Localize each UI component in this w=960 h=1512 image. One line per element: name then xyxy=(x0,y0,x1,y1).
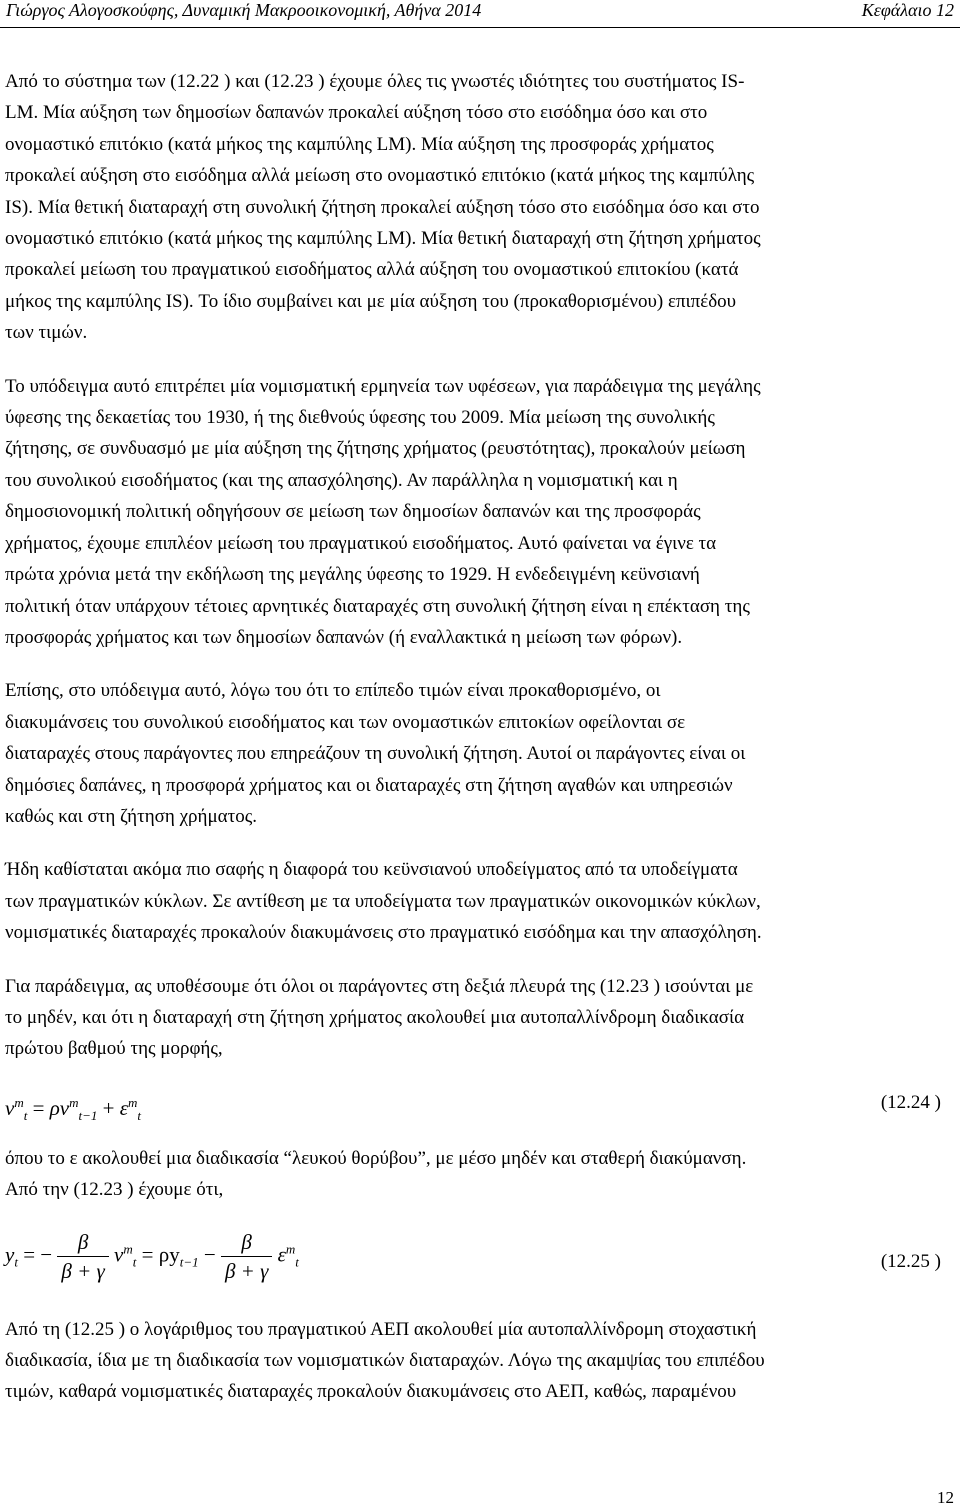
text-line: νομισματικές διαταραχές προκαλούν διακυμάνσεις στο πραγματικό εισόδημα και την απασχόληση. xyxy=(5,922,762,944)
fraction: $\frac{\beta}{\beta + \gamma}$ xyxy=(57,1228,108,1285)
text-line: διαταραχές στους παράγοντες που επηρεάζουν τη συνολική ζήτηση. Αυτοί οι παράγοντες είναι οι xyxy=(5,743,746,765)
text-line: των τιμών. xyxy=(5,322,88,344)
text-line: τιμών, καθαρά νομισματικές διαταραχές προκαλούν διακυμάνσεις στο ΑΕΠ, καθώς, παραμένου xyxy=(5,1381,737,1403)
text-line: Το υπόδειγμα αυτό επιτρέπει μία νομισματική ερμηνεία των υφέσεων, για παράδειγμα της μεγάλης xyxy=(5,375,761,397)
text-line: Επίσης, στο υπόδειγμα αυτό, λόγω του ότι το επίπεδο τιμών είναι προκαθορισμένο, οι xyxy=(5,680,661,702)
text-line: ύφεσης της δεκαετίας του 1930, ή της διεθνούς ύφεσης του 2009. Μία μείωση της συνολικής xyxy=(5,407,715,429)
text-line: προκαλεί μείωση του πραγματικού εισοδήματος αλλά αύξηση του ονομαστικού επιτοκίου (κατά xyxy=(5,259,739,281)
header-title: Γιώργος Αλογοσκούφης, Δυναμική Μακροοικονομική, Αθήνα 2014 xyxy=(6,0,482,20)
equation-expression: $v^m_t = \rho v^m_{t-1} + \varepsilon^m_t$ xyxy=(5,1094,142,1123)
document-body xyxy=(5,66,955,1430)
text-line: Από την (12.23 ) έχουμε ότι, xyxy=(5,1179,224,1201)
paragraph-comparison xyxy=(5,854,955,948)
equation-expression: $y_t$ = − $\frac{\beta}{\beta + \gamma}$ $v^m_t = \rho y_{t-1}$ − $\frac{\beta}{\beta + \gamma}$ $\varepsilon^m_t$ xyxy=(5,1229,299,1283)
text-line: δημοσιονομική πολιτική οδηγήσουν σε μείωση των δημοσίων δαπανών και της προσφοράς xyxy=(5,501,701,523)
text-line: LM. Μία αύξηση των δημοσίων δαπανών προκαλεί αύξηση τόσο στο εισόδημα όσο και στο xyxy=(5,102,708,124)
text-line: Από τη (12.25 ) ο λογάριθμος του πραγματικού ΑΕΠ ακολουθεί μία αυτοπαλλίνδρομη στοχαστική xyxy=(5,1318,757,1340)
text-line: διακυμάνσεις του συνολικού εισοδήματος και των ονομαστικών επιτοκίων οφείλονται σε xyxy=(5,711,686,733)
equation-12-24 xyxy=(5,1087,955,1123)
text-line: ονομαστικό επιτόκιο (κατά μήκος της καμπύλης LM). Μία αύξηση της προσφοράς χρήματος xyxy=(5,133,714,155)
text-line: δημόσιες δαπάνες, η προσφορά χρήματος και οι διαταραχές στη ζήτηση αγαθών και υπηρεσιών xyxy=(5,774,733,796)
text-line: χρήματος, έχουμε επιπλέον μείωση του πραγματικού εισοδήματος. Αυτό φαίνεται να έγινε τα xyxy=(5,532,717,554)
text-line: προκαλεί αύξηση στο εισόδημα αλλά μείωση στο ονομαστικό επιτόκιο (κατά μήκος της καμπύλης xyxy=(5,165,755,187)
text-line: Από το σύστημα των (12.22 ) και (12.23 ) έχουμε όλες τις γνωστές ιδιότητες του συστήματος IS- xyxy=(5,71,745,92)
text-line: Για παράδειγμα, ας υποθέσουμε ότι όλοι οι παράγοντες στη δεξιά πλευρά της (12.23 ) ισούνται με xyxy=(5,975,754,997)
paragraph-islm xyxy=(5,66,955,349)
header-rule xyxy=(0,27,960,28)
text-line: Ήδη καθίσταται ακόμα πιο σαφής η διαφορά του κεϋνσιανού υποδείγματος από τα υποδείγματα xyxy=(5,859,738,881)
text-line: του συνολικού εισοδήματος (και της απασχόλησης). Αν παράλληλα η νομισματική και η xyxy=(5,469,678,491)
fraction: $\frac{\beta}{\beta + \gamma}$ xyxy=(221,1228,272,1285)
text-line: διαδικασία, ίδια με τη διαδικασία των νομισματικών διαταραχών. Λόγω της ακαμψίας του επιπέδου xyxy=(5,1350,765,1371)
equation-12-25 xyxy=(5,1228,955,1292)
text-line: ζήτησης, σε συνδυασμό με μία αύξηση της ζήτησης χρήματος (ρευστότητας), προκαλούν μείωση xyxy=(5,438,746,460)
text-line: πρώτα χρόνια μετά την εκδήλωση της μεγάλης ύφεσης το 1929. Η ενδεδειγμένη κεϋνσιανή xyxy=(5,564,700,586)
paragraph-fluctuations xyxy=(5,675,955,832)
page-header xyxy=(0,0,960,40)
paragraph-white-noise xyxy=(5,1143,955,1206)
header-chapter: Κεφάλαιο 12 xyxy=(861,0,954,20)
paragraph-gdp xyxy=(5,1314,955,1408)
equation-number: (12.25 ) xyxy=(880,1250,941,1272)
text-line: IS). Μία θετική διαταραχή στη συνολική ζήτηση προκαλεί αύξηση τόσο στο εισόδημα όσο και στο xyxy=(5,196,760,218)
text-line: πρώτου βαθμού της μορφής, xyxy=(5,1038,223,1060)
page-number: 12 xyxy=(937,1488,954,1507)
text-line: καθώς και στη ζήτηση χρήματος. xyxy=(5,805,257,827)
text-line: μήκος της καμπύλης IS). Το ίδιο συμβαίνει και με μία αύξηση του (προκαθορισμένου) επιπέδου xyxy=(5,290,737,312)
text-line: πολιτική όταν υπάρχουν τέτοιες αρνητικές διαταραχές στη συνολική ζήτηση είναι η επέκταση της xyxy=(5,595,750,617)
paragraph-recessions xyxy=(5,371,955,654)
text-line: προσφοράς χρήματος και των δημοσίων δαπανών (ή εναλλακτικά η μείωση των φόρων). xyxy=(5,626,683,648)
equation-number: (12.24 ) xyxy=(880,1091,941,1113)
text-line: το μηδέν, και ότι η διαταραχή στη ζήτηση χρήματος ακολουθεί μια αυτοπαλλίνδρομη διαδικασία xyxy=(5,1006,745,1028)
text-line: των πραγματικών κύκλων. Σε αντίθεση με τα υποδείγματα των πραγματικών οικονομικών κύκλων, xyxy=(5,890,761,912)
text-line: όπου το ε ακολουθεί μια διαδικασία “λευκού θορύβου”, με μέσο μηδέν και σταθερή διακύμανση. xyxy=(5,1147,747,1169)
paragraph-example xyxy=(5,971,955,1065)
text-line: ονομαστικό επιτόκιο (κατά μήκος της καμπύλης LM). Μία θετική διαταραχή στη ζήτηση χρήματος xyxy=(5,228,761,250)
